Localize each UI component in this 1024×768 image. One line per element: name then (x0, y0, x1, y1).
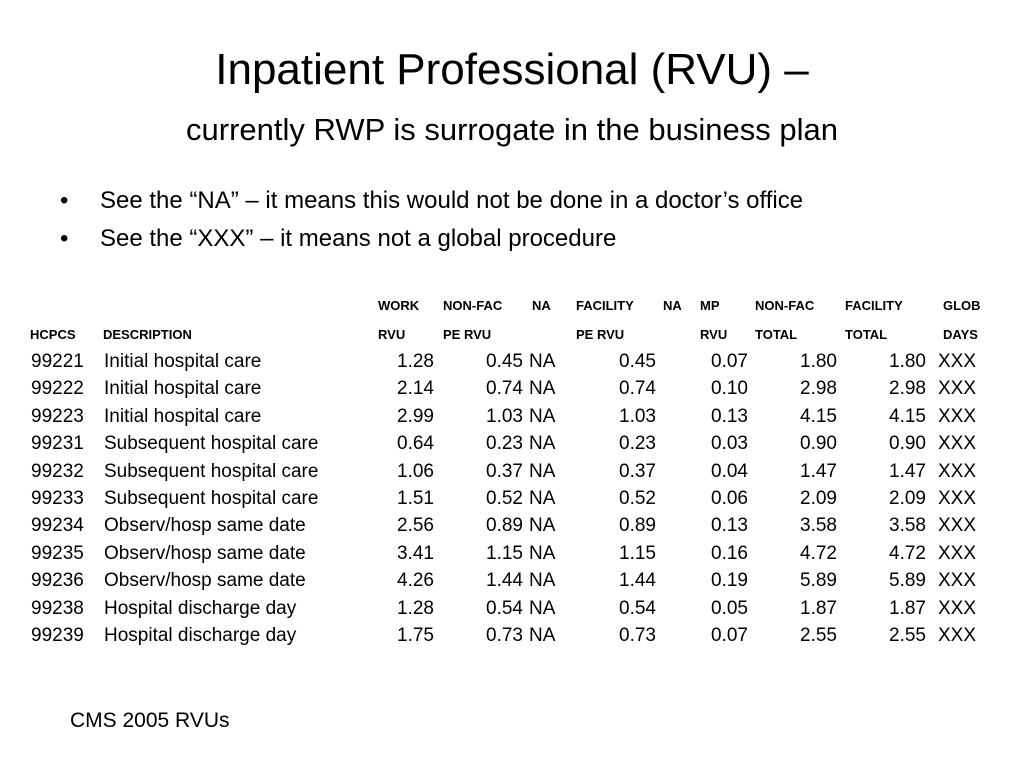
na-cell: NA (529, 542, 556, 564)
facility-pe-rvu-cell: 1.44 (619, 570, 656, 592)
spacer-cell (926, 348, 938, 375)
header-facility-total: FACILITY (845, 298, 903, 313)
na-cell: NA (529, 378, 556, 400)
facility-total-cell: 2.98 (889, 378, 926, 400)
spacer-cell (926, 540, 938, 567)
facility-total-cell: 4.15 (889, 405, 926, 427)
na-cell: NA (529, 570, 556, 592)
spacer-cell (926, 485, 938, 512)
facility-pe-rvu-cell: 0.73 (619, 625, 656, 647)
header-description: DESCRIPTION (103, 327, 192, 342)
facility-total-cell: 4.72 (889, 542, 926, 564)
nonfac-pe-rvu-cell: 1.15 (486, 542, 523, 564)
hcpcs-cell: 99238 (31, 597, 84, 619)
nonfac-pe-rvu-cell: 0.45 (486, 351, 523, 372)
mp-rvu-cell: 0.10 (711, 378, 748, 400)
facility-total-cell: 1.87 (889, 597, 926, 619)
description-cell: Subsequent hospital care (104, 488, 319, 510)
hcpcs-cell: 99222 (31, 378, 84, 400)
spacer-cell (926, 567, 938, 594)
hcpcs-cell: 99233 (31, 488, 84, 510)
header-total: TOTAL (755, 327, 798, 342)
description-cell: Hospital discharge day (104, 597, 297, 619)
spacer-cell (926, 595, 938, 622)
description-cell: Observ/hosp same date (104, 515, 306, 537)
header-work: WORK (378, 298, 420, 313)
facility-pe-rvu-cell: 0.52 (619, 488, 656, 510)
header-nonfac: NON-FAC (443, 298, 503, 313)
facility-pe-rvu-cell: 0.37 (619, 460, 656, 482)
na-cell: NA (529, 488, 556, 510)
header-glob: GLOB (943, 298, 981, 313)
rvu-table (28, 348, 986, 649)
description-cell: Subsequent hospital care (104, 460, 319, 482)
nonfac-pe-rvu-cell: 1.44 (486, 570, 523, 592)
work-rvu-cell: 2.56 (397, 515, 434, 537)
hcpcs-cell: 99221 (31, 351, 84, 372)
nonfac-total-cell: 0.90 (800, 433, 837, 455)
na-cell: NA (529, 597, 556, 619)
nonfac-total-cell: 2.98 (800, 378, 837, 400)
table-row (28, 403, 986, 430)
na-cell: NA (529, 625, 556, 647)
mp-rvu-cell: 0.06 (711, 488, 748, 510)
table-row (28, 375, 986, 402)
facility-total-cell: 2.55 (889, 625, 926, 647)
description-cell: Observ/hosp same date (104, 570, 306, 592)
facility-total-cell: 0.90 (889, 433, 926, 455)
bullet-item (60, 182, 803, 220)
mp-rvu-cell: 0.05 (711, 597, 748, 619)
nonfac-total-cell: 1.80 (800, 351, 837, 372)
spacer-cell (926, 458, 938, 485)
bullet-list (60, 182, 803, 258)
facility-total-cell: 2.09 (889, 488, 926, 510)
facility-total-cell: 1.80 (889, 351, 926, 372)
glob-days-cell: XXX (938, 405, 977, 427)
description-cell: Initial hospital care (104, 351, 262, 372)
description-cell: Observ/hosp same date (104, 542, 306, 564)
mp-rvu-cell: 0.03 (711, 433, 748, 455)
facility-total-cell: 5.89 (889, 570, 926, 592)
glob-days-cell: XXX (938, 542, 977, 564)
nonfac-total-cell: 4.15 (800, 405, 837, 427)
nonfac-total-cell: 1.87 (800, 597, 837, 619)
work-rvu-cell: 2.14 (397, 378, 434, 400)
table-row (28, 512, 986, 539)
header-work-rvu: RVU (378, 327, 406, 342)
table-row (28, 348, 986, 375)
nonfac-pe-rvu-cell: 0.89 (486, 515, 523, 537)
nonfac-total-cell: 1.47 (800, 460, 837, 482)
nonfac-pe-rvu-cell: 0.74 (486, 378, 523, 400)
nonfac-total-cell: 4.72 (800, 542, 837, 564)
na-cell: NA (529, 460, 556, 482)
bullet-text: See the “XXX” – it means not a global procedure (100, 225, 617, 252)
mp-rvu-cell: 0.16 (711, 542, 748, 564)
glob-days-cell: XXX (938, 625, 977, 647)
header-hcpcs: HCPCS (30, 327, 76, 342)
mp-rvu-cell: 0.19 (711, 570, 748, 592)
hcpcs-cell: 99223 (31, 405, 84, 427)
hcpcs-cell: 99231 (31, 433, 84, 455)
facility-pe-rvu-cell: 1.15 (619, 542, 656, 564)
description-cell: Hospital discharge day (104, 625, 297, 647)
glob-days-cell: XXX (938, 515, 977, 537)
nonfac-total-cell: 5.89 (800, 570, 837, 592)
mp-rvu-cell: 0.04 (711, 460, 748, 482)
description-cell: Initial hospital care (104, 405, 262, 427)
glob-days-cell: XXX (938, 597, 977, 619)
facility-pe-rvu-cell: 0.74 (619, 378, 656, 400)
header-na-2: NA (663, 298, 682, 313)
nonfac-pe-rvu-cell: 0.54 (486, 597, 523, 619)
spacer-cell (926, 622, 938, 649)
work-rvu-cell: 1.28 (397, 351, 434, 372)
mp-rvu-cell: 0.13 (711, 515, 748, 537)
nonfac-pe-rvu-cell: 0.52 (486, 488, 523, 510)
spacer-cell (926, 430, 938, 457)
work-rvu-cell: 2.99 (397, 405, 434, 427)
table-row (28, 485, 986, 512)
work-rvu-cell: 0.64 (397, 433, 434, 455)
spacer-cell (926, 375, 938, 402)
na-cell: NA (529, 405, 556, 427)
header-facility-total-2: TOTAL (845, 327, 888, 342)
spacer-cell (926, 403, 938, 430)
na-cell: NA (529, 351, 556, 372)
slide-subtitle: currently RWP is surrogate in the business plan (186, 112, 838, 147)
rvu-table-body (28, 348, 986, 649)
bullet-text: See the “NA” – it means this would not be done in a doctor’s office (100, 187, 804, 214)
hcpcs-cell: 99235 (31, 542, 84, 564)
nonfac-pe-rvu-cell: 0.37 (486, 460, 523, 482)
facility-pe-rvu-cell: 0.54 (619, 597, 656, 619)
bullet-icon: • (60, 225, 69, 252)
facility-total-cell: 1.47 (889, 460, 926, 482)
glob-days-cell: XXX (938, 488, 977, 510)
glob-days-cell: XXX (938, 433, 977, 455)
facility-pe-rvu-cell: 1.03 (619, 405, 656, 427)
header-pe-rvu: PE RVU (443, 327, 492, 342)
table-row (28, 540, 986, 567)
facility-pe-rvu-cell: 0.45 (619, 351, 656, 372)
hcpcs-cell: 99232 (31, 460, 84, 482)
slide-title: Inpatient Professional (RVU) – (215, 45, 809, 94)
nonfac-pe-rvu-cell: 1.03 (486, 405, 523, 427)
table-row (28, 430, 986, 457)
table-row (28, 567, 986, 594)
work-rvu-cell: 3.41 (397, 542, 434, 564)
bullet-icon: • (60, 187, 69, 214)
header-nonfac-total: NON-FAC (755, 298, 815, 313)
header-mp: MP (700, 298, 720, 313)
mp-rvu-cell: 0.13 (711, 405, 748, 427)
work-rvu-cell: 1.75 (397, 625, 434, 647)
glob-days-cell: XXX (938, 460, 977, 482)
nonfac-total-cell: 3.58 (800, 515, 837, 537)
facility-pe-rvu-cell: 0.89 (619, 515, 656, 537)
source-note: CMS 2005 RVUs (70, 709, 230, 732)
header-days: DAYS (943, 327, 978, 342)
nonfac-total-cell: 2.55 (800, 625, 837, 647)
header-facility: FACILITY (576, 298, 634, 313)
na-cell: NA (529, 433, 556, 455)
bullet-item (60, 220, 803, 258)
description-cell: Initial hospital care (104, 378, 262, 400)
table-row (28, 595, 986, 622)
hcpcs-cell: 99234 (31, 515, 84, 537)
header-na: NA (532, 298, 551, 313)
work-rvu-cell: 1.06 (397, 460, 434, 482)
work-rvu-cell: 1.28 (397, 597, 434, 619)
hcpcs-cell: 99239 (31, 625, 84, 647)
glob-days-cell: XXX (938, 570, 977, 592)
hcpcs-cell: 99236 (31, 570, 84, 592)
na-cell: NA (529, 515, 556, 537)
work-rvu-cell: 1.51 (397, 488, 434, 510)
facility-pe-rvu-cell: 0.23 (619, 433, 656, 455)
nonfac-pe-rvu-cell: 0.73 (486, 625, 523, 647)
table-row (28, 458, 986, 485)
nonfac-pe-rvu-cell: 0.23 (486, 433, 523, 455)
table-row (28, 622, 986, 649)
mp-rvu-cell: 0.07 (711, 351, 748, 372)
glob-days-cell: XXX (938, 378, 977, 400)
spacer-cell (926, 512, 938, 539)
nonfac-total-cell: 2.09 (800, 488, 837, 510)
facility-total-cell: 3.58 (889, 515, 926, 537)
glob-days-cell: XXX (938, 351, 977, 372)
work-rvu-cell: 4.26 (397, 570, 434, 592)
header-facility-pe-rvu: PE RVU (576, 327, 625, 342)
description-cell: Subsequent hospital care (104, 433, 319, 455)
header-mp-rvu: RVU (700, 327, 728, 342)
mp-rvu-cell: 0.07 (711, 625, 748, 647)
